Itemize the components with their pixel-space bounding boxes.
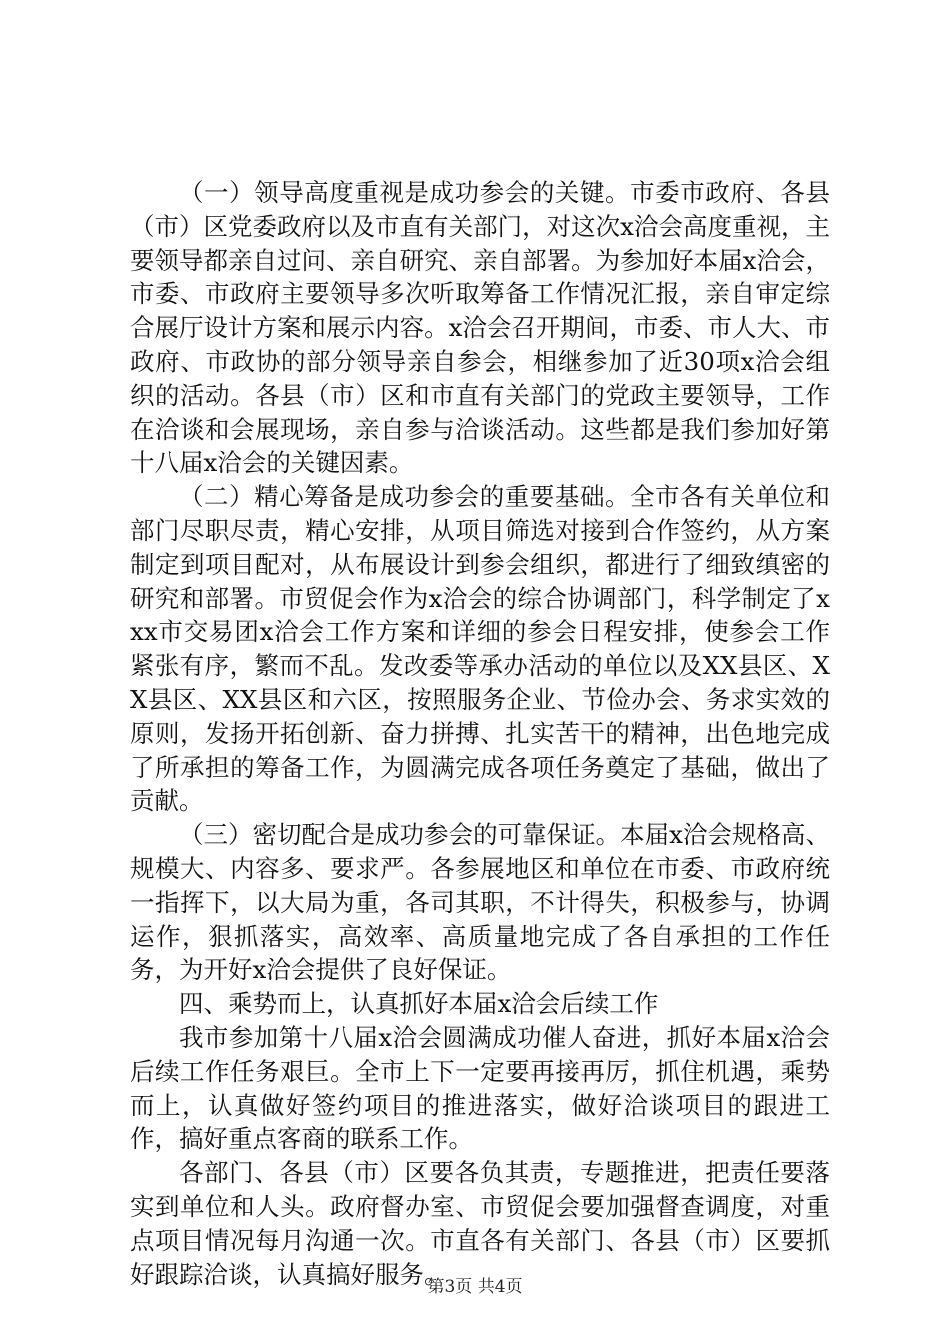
page-number-footer: 第3页 共4页 [427, 1277, 523, 1297]
paragraph-leadership: （一）领导高度重视是成功参会的关键。市委市政府、各县（市）区党委政府以及市直有关部门，对这次x洽会高度重视，主要领导都亲自过问、亲自研究、亲自部署。为参加好本届x洽会，市委、市政府主要领导多次听取筹备工作情况汇报，亲自审定综合展厅设计方案和展示内容。x洽会召开期间，市委、市人大、市政府、市政协的部分领导亲自参会，相继参加了近30项x洽会组织的活动。各县（市）区和市直有关部门的党政主要领导，工作在洽谈和会展现场，亲自参与洽谈活动。这些都是我们参加好第十八届x洽会的关键因素。 [130, 178, 830, 478]
document-body [130, 176, 830, 1291]
paragraph-cooperation: （三）密切配合是成功参会的可靠保证。本届x洽会规格高、规模大、内容多、要求严。各参展地区和单位在市委、市政府统一指挥下，以大局为重，各司其职，不计得失，积极参与，协调运作，狠抓落实，高效率、高质量地完成了各自承担的工作任务，为开好x洽会提供了良好保证。 [130, 820, 830, 985]
paragraph-preparation: （二）精心筹备是成功参会的重要基础。全市各有关单位和部门尽职尽责，精心安排，从项目筛选对接到合作签约，从方案制定到项目配对，从布展设计到参会组织，都进行了细致缜密的研究和部署。市贸促会作为x洽会的综合协调部门，科学制定了xxx市交易团x洽会工作方案和详细的参会日程安排，使参会工作紧张有序，繁而不乱。发改委等承办活动的单位以及XX县区、XX县区、XX县区和六区，按照服务企业、节俭办会、务求实效的原则，发扬开拓创新、奋力拼搏、扎实苦干的精神，出色地完成了所承担的筹备工作，为圆满完成各项任务奠定了基础，做出了贡献。 [130, 482, 830, 816]
paragraph-responsibility: 各部门、各县（市）区要各负其责，专题推进，把责任要落实到单位和人头。政府督办室、市贸促会要加强督查调度，对重点项目情况每月沟通一次。市直各有关部门、各县（市）区要抓好跟踪洽谈，认真搞好服务。 [130, 1158, 830, 1289]
paragraph-follow-up: 我市参加第十八届x洽会圆满成功催人奋进，抓好本届x洽会后续工作任务艰巨。全市上下一定要再接再厉，抓住机遇，乘势而上，认真做好签约项目的推进落实，做好洽谈项目的跟进工作，搞好重点客商的联系工作。 [130, 1022, 830, 1154]
section-heading: 四、乘势而上，认真抓好本届x洽会后续工作 [179, 989, 659, 1019]
